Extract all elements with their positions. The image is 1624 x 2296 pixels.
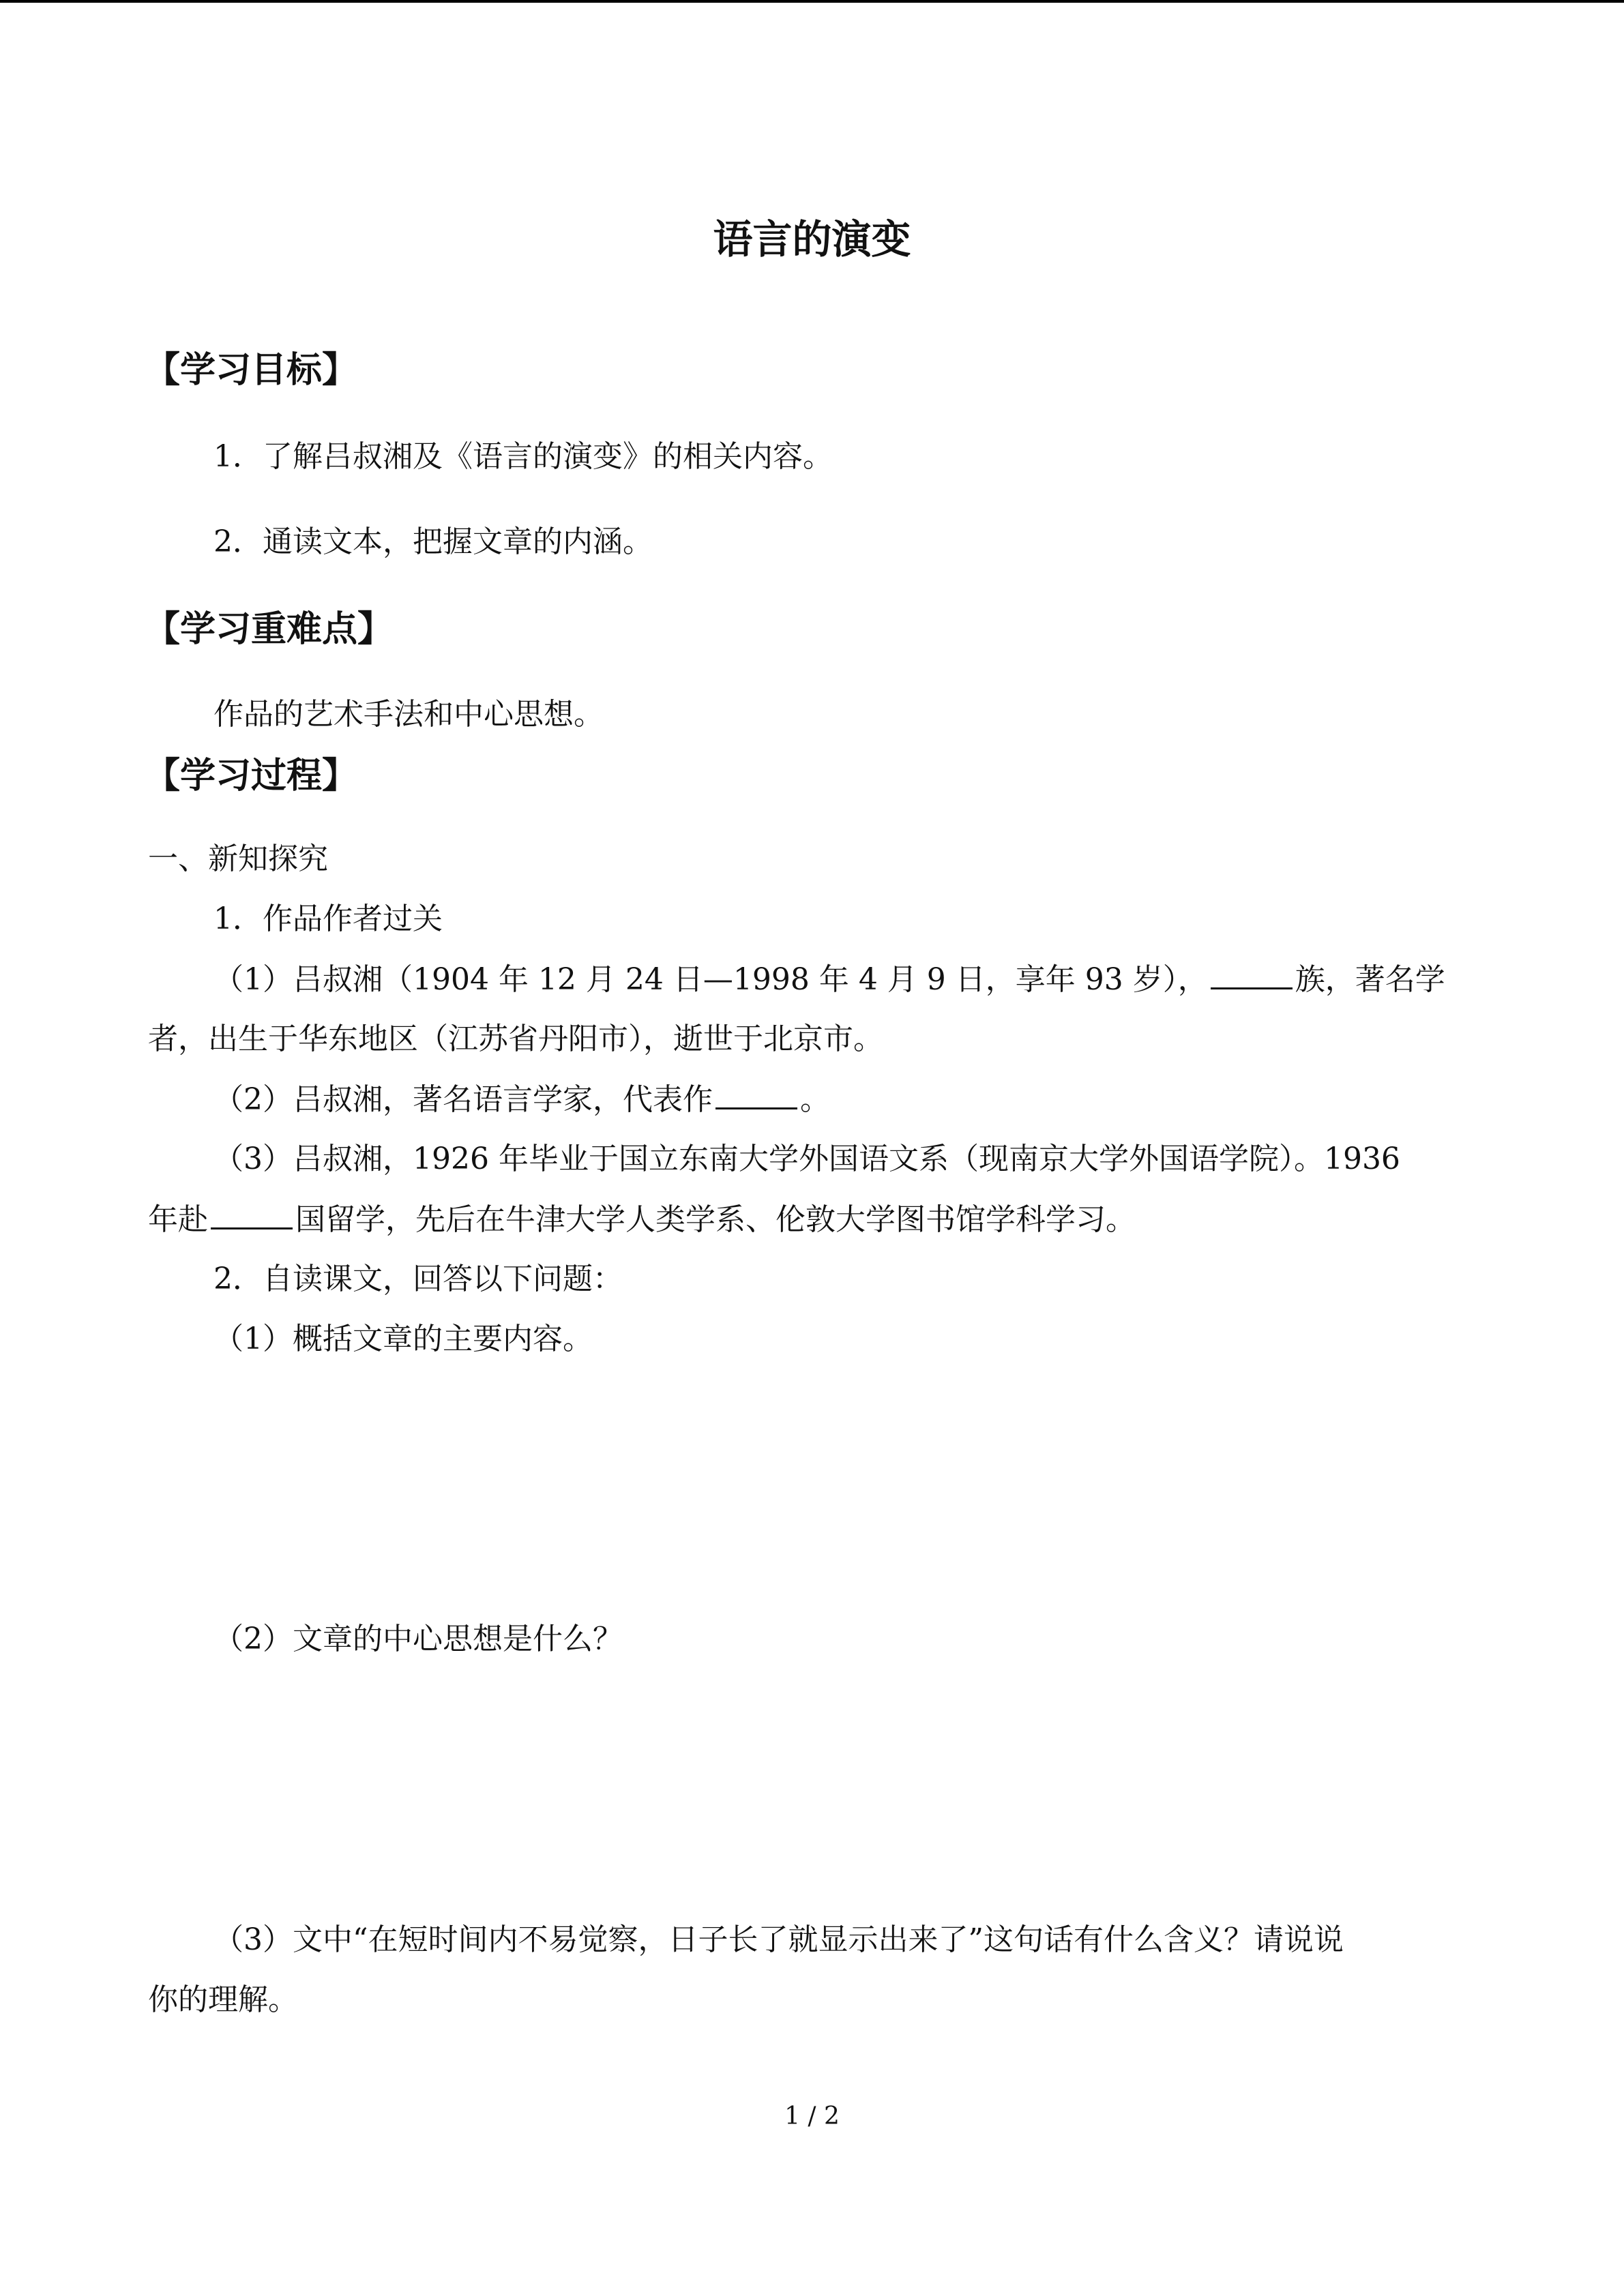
question-3-text-c: 国留学，先后在牛津大学人类学系、伦敦大学图书馆学科学习。 xyxy=(295,1202,1136,1237)
reading-question-3-line-2: 你的理解。 xyxy=(148,1982,298,2017)
question-3-line-1: （3）吕叔湘，1926 年毕业于国立东南大学外国语文系（现南京大学外国语学院）。1936 xyxy=(213,1142,1400,1176)
process-heading: 【学习过程】 xyxy=(145,756,358,796)
goal-item-1: 1．了解吕叔湘及《语言的演变》的相关内容。 xyxy=(213,439,833,474)
reading-question-3-line-1: （3）文中“在短时间内不易觉察，日子长了就显示出来了”这句话有什么含义？请说说 xyxy=(213,1922,1344,1957)
goals-heading: 【学习目标】 xyxy=(145,350,358,391)
question-1-text-b: 族，著名学 xyxy=(1295,962,1445,997)
answer-blank[interactable] xyxy=(211,1202,293,1229)
page-number: 1 / 2 xyxy=(784,2102,840,2130)
goal-item-2: 2．通读文本，把握文章的内涵。 xyxy=(213,524,653,559)
section-new-knowledge: 一、新知探究 xyxy=(148,841,328,876)
page-title: 语言的演变 xyxy=(713,216,911,263)
question-2-line xyxy=(213,1082,830,1118)
question-1-line-2: 者，出生于华东地区（江苏省丹阳市），逝世于北京市。 xyxy=(148,1022,883,1056)
question-3-text-b: 年赴 xyxy=(148,1202,208,1237)
item-author-check: 1．作品作者过关 xyxy=(213,901,443,936)
question-1-text-a: （1）吕叔湘（1904 年 12 月 24 日—1998 年 4 月 9 日，享年 93 岁）， xyxy=(213,962,1208,997)
reading-question-2: （2）文章的中心思想是什么？ xyxy=(213,1622,623,1656)
question-1-line-1 xyxy=(213,961,1445,998)
key-points-heading: 【学习重难点】 xyxy=(145,609,394,650)
answer-blank[interactable] xyxy=(1211,961,1293,989)
reading-question-1: （1）概括文章的主要内容。 xyxy=(213,1322,593,1356)
question-3-line-2 xyxy=(148,1202,1136,1238)
answer-blank[interactable] xyxy=(715,1082,797,1109)
question-2-text-b: 。 xyxy=(800,1082,830,1117)
item-self-reading: 2．自读课文，回答以下问题： xyxy=(213,1262,623,1296)
key-points-text: 作品的艺术手法和中心思想。 xyxy=(213,697,604,732)
question-2-text-a: （2）吕叔湘，著名语言学家，代表作 xyxy=(213,1082,713,1117)
